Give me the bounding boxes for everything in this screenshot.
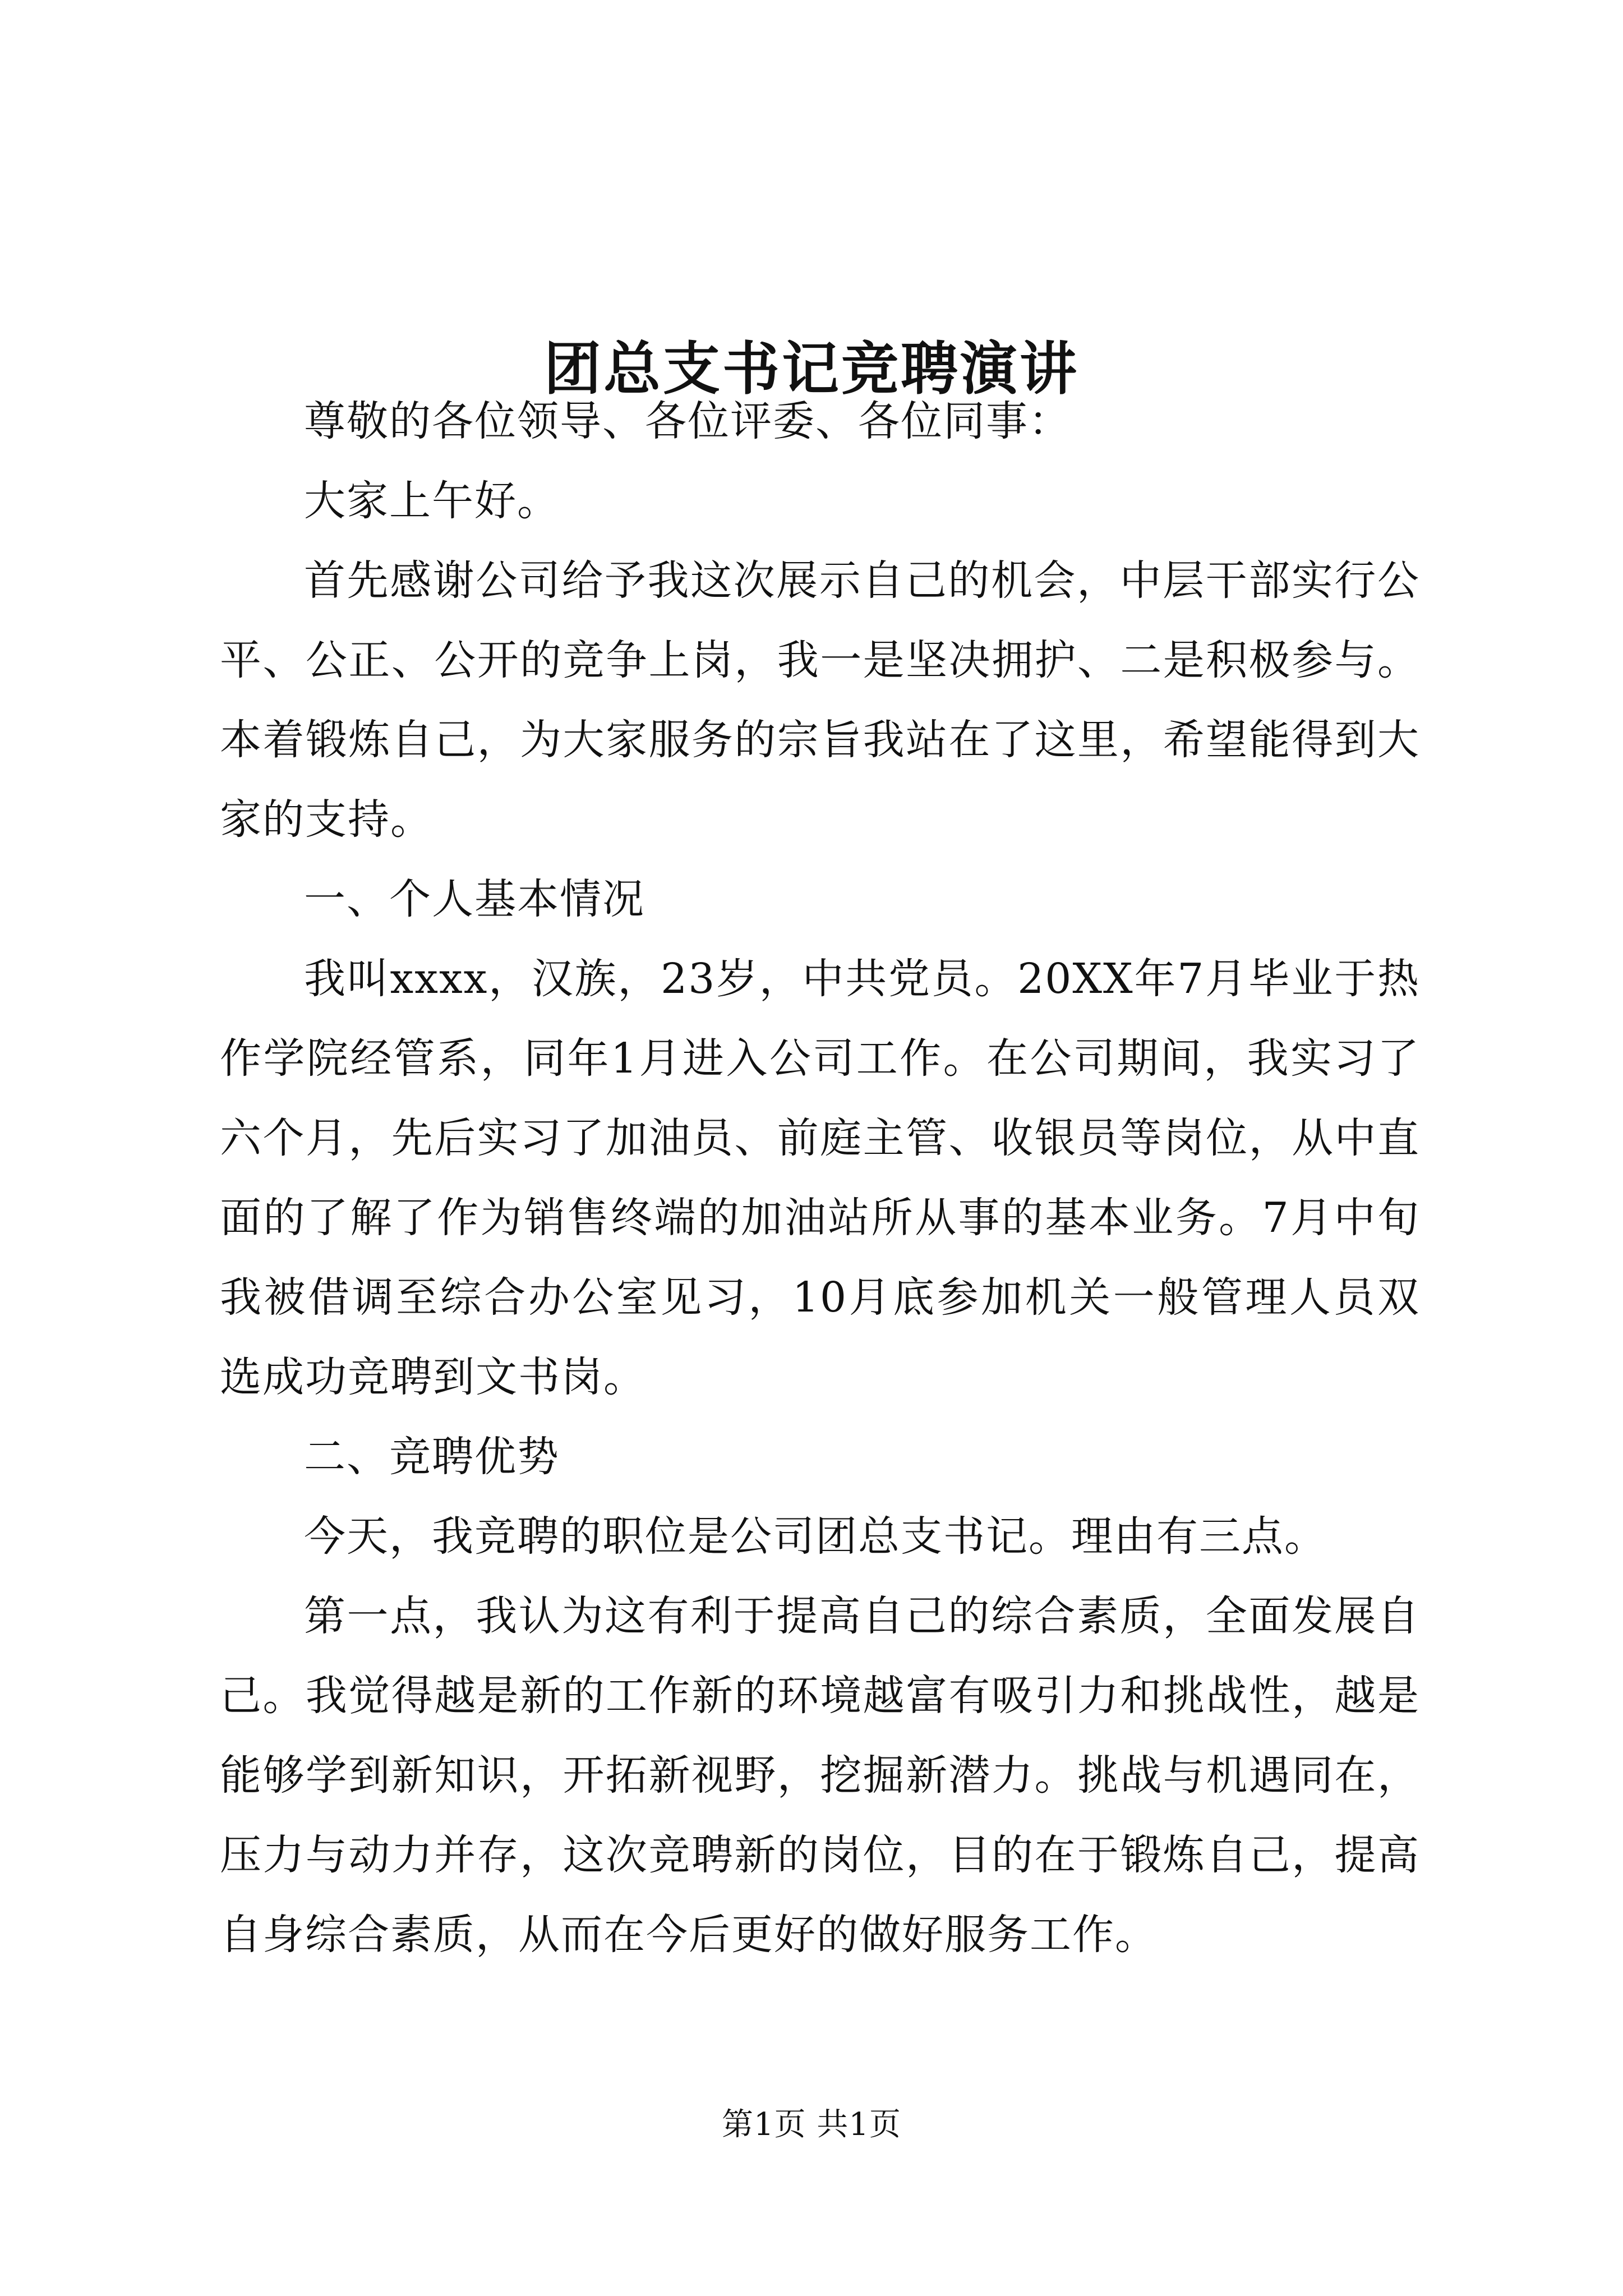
- position-paragraph: 今天，我竞聘的职位是公司团总支书记。理由有三点。: [304, 1512, 1327, 1561]
- personal-info-paragraph: 我叫xxxx，汉族，23岁，中共党员。20XX年7月毕业于热作学院经管系，同年1月进入公司工作。在公司期间，我实习了六个月，先后实习了加油员、前庭主管、收银员等岗位，从中直面的了解了作为销售终端的加油站所从事的基本业务。7月中旬我被借调至综合办公室见习，10月底参加机关一般管理人员双选成功竞聘到文书岗。: [220, 955, 1420, 1401]
- document-body: [220, 381, 1420, 1975]
- salutation-paragraph: 尊敬的各位领导、各位评委、各位同事：: [304, 397, 1071, 445]
- reason-one-paragraph: 第一点，我认为这有利于提高自己的综合素质，全面发展自己。我觉得越是新的工作新的环境越富有吸引力和挑战性，越是能够学到新知识，开拓新视野，挖掘新潜力。挑战与机遇同在，压力与动力并存，这次竞聘新的岗位，目的在于锻炼自己，提高自身综合素质，从而在今后更好的做好服务工作。: [220, 1592, 1420, 1959]
- page-number-footer: 第1页 共1页: [721, 2106, 902, 2143]
- intro-paragraph: 首先感谢公司给予我这次展示自己的机会，中层干部实行公平、公正、公开的竞争上岗，我一是坚决拥护、二是积极参与。本着锻炼自己，为大家服务的宗旨我站在了这里，希望能得到大家的支持。: [220, 556, 1420, 844]
- section-heading-advantages: 二、竞聘优势: [304, 1433, 560, 1481]
- greeting-paragraph: 大家上午好。: [304, 477, 560, 525]
- document-title: 团总支书记竞聘演讲: [544, 335, 1079, 403]
- section-heading-personal: 一、个人基本情况: [304, 875, 645, 923]
